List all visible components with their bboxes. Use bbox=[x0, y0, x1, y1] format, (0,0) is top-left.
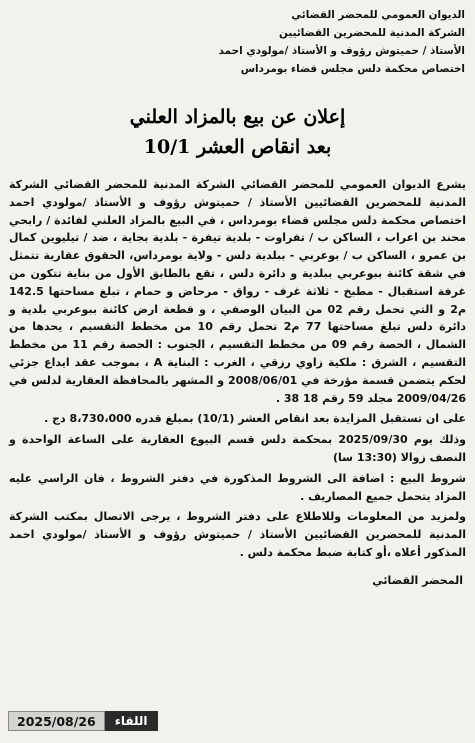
publication-footer bbox=[8, 711, 158, 731]
issuer-office: الديوان العمومي للمحضر القضائي bbox=[291, 9, 465, 21]
body-paragraph-date: وذلك يوم 2025/09/30 بمحكمة دلس قسم البيوع العقارية على الساعة الواحدة و النصف زوالا (13:30 سا) bbox=[9, 433, 466, 464]
notice-subtitle: بعد انقاص العشر 10/1 bbox=[143, 136, 332, 158]
issuer-bailiffs: الأستاذ / حميتوش رؤوف و الأستاذ /مولودي احمد bbox=[218, 45, 465, 57]
body-paragraph-conditions: شروط البيع : اضافة الى الشروط المذكورة في دفتر الشروط ، فان الراسي عليه المزاد يتحمل جميع المصاريف . bbox=[9, 471, 466, 503]
notice-body bbox=[8, 176, 467, 562]
issuer-company: الشركة المدنية للمحضرين القضائيين bbox=[279, 27, 465, 39]
body-paragraph-details: يشرع الديوان العمومي للمحضر القضائي الشركة المدنية للمحضر القضائي الشركة المدنية للمحضرين القضائيين الأستاذ / حميتوش رؤوف و الأستاذ /مولودي احمد اختصاص محكمة دلس مجلس قضاء بومرداس ، في البيع بالمزاد العلني لفائدة / رابحي محند بن اعراب ، الساكن ب / تفراوت - بلدية تيفرة - بلدية بجاية ، ضد / تيليوين كمال بن عمرو ، الساكن ب / بوعربي - ببلدية دلس - ولاية بومرداس، الحقوق عقارية تتمثل في شقة كائنة ببوعربي ببلدية و دائرة دلس ، تقع بالطابق الأول من بناية تتكون من غرفة استقبال - مطبخ - ثلاثة غرف - رواق - مرحاض و حمام ، تبلغ مساحتها 142.5 م2 و التي تحمل رقم 02 من البيان الوصفي ، و قطعة ارض كائنة ببوعربي بلدية و دائرة دلس تبلغ مساحتها 77 م2 تحمل رقم 10 من مخطط التقسيم ، يحدها من الشمال ، الحصة رقم 09 من مخطط التقسيم ، الجنوب : الحصة رقم 11 من مخطط التقسيم ، الشرق : ملكية زاوي رزقي ، الغرب : البناية A ، بموجب عقد ايداع جزئي لحكم يتضمن قسمة مؤرخة في 2008/06/01 و المشهر بالمحافظة العقارية لدلس في 2009/04/26 مجلد 59 رقم 18 38 . bbox=[9, 178, 467, 405]
publication-name: اللقاء bbox=[105, 711, 158, 731]
legal-notice bbox=[8, 6, 467, 731]
issuer-header bbox=[8, 6, 467, 78]
notice-title: إعلان عن بيع بالمزاد العلني bbox=[129, 106, 346, 128]
body-paragraph-price: على ان تستقبل المزايدة بعد انقاص العشر (10/1) بمبلغ قدره 8،730،000 دج . bbox=[44, 412, 466, 426]
publication-date: 2025/08/26 bbox=[8, 711, 105, 731]
body-paragraph-contact: ولمزيد من المعلومات وللاطلاع على دفتر الشروط ، يرجى الاتصال بمكتب الشركة المدنية للمحضرين القضائيين الأستاذ / حميتوش رؤوف و الأستاذ /مولودي احمد المذكور أعلاه ،أو كتابة ضبط محكمة دلس . bbox=[9, 510, 466, 559]
issuer-jurisdiction: اختصاص محكمة دلس مجلس قضاء بومرداس bbox=[240, 63, 465, 75]
signature: المحضر القضائي bbox=[372, 573, 463, 587]
